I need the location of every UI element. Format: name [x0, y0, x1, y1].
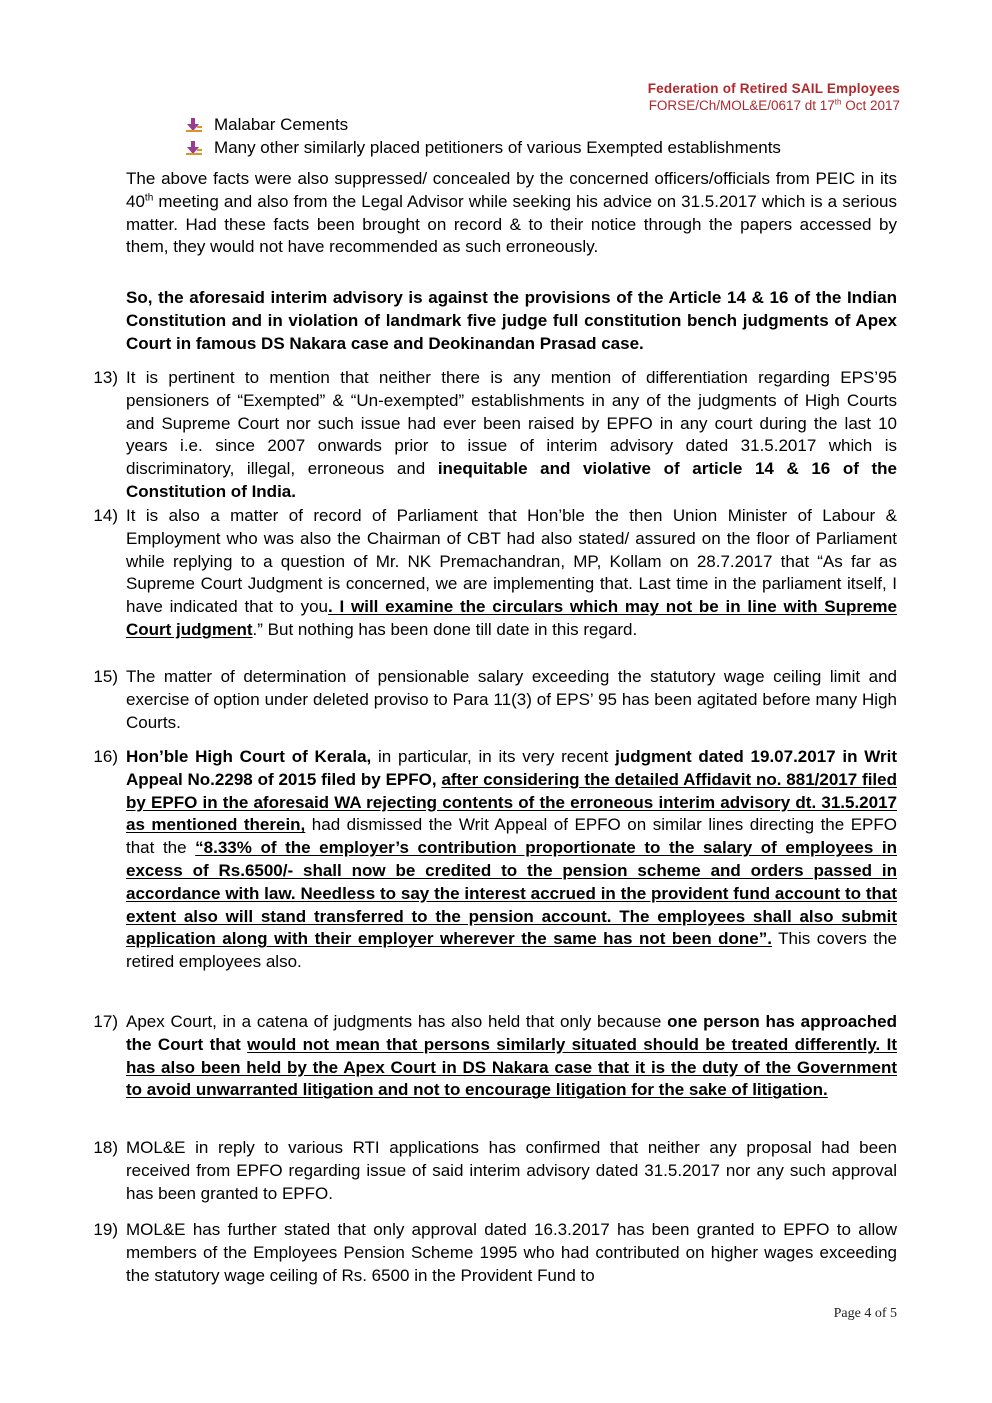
- organization-name: Federation of Retired SAIL Employees: [647, 81, 900, 96]
- down-arrow-plus-icon: [186, 117, 202, 133]
- paragraph-advisory-conclusion: So, the aforesaid interim advisory is against the provisions of the Article 14 & 16 of the Indian Constitution and in violation of landmark five judge full constitution bench judgments of Apex Court in famous DS Nakara case and Deokinandan Prasad case.: [126, 288, 897, 353]
- bullet-text: Malabar Cements: [214, 115, 349, 134]
- item-number: 15): [93, 667, 118, 686]
- paragraph-facts-suppressed: The above facts were also suppressed/ concealed by the concerned officers/officials from PEIC in its 40th meeting and also from the Legal Advisor while seeking his advice on 31.5.2017 which is a serious matter. Had these facts been brought on record & to their notice through the papers accessed by them, they would not have recommended as such erroneously.: [126, 169, 897, 257]
- bullet-text: Many other similarly placed petitioners of various Exempted establishments: [214, 137, 781, 157]
- item-number: 16): [93, 747, 118, 766]
- page-number: Page 4 of 5: [833, 1306, 897, 1321]
- list-item: [186, 137, 781, 160]
- item-17-text: Apex Court, in a catena of judgments has also held that only because one person has approached the Court that would not mean that persons similarly situated should be treated differently. It has also been held by the Apex Court in DS Nakara case that it is the duty of the Government to avoid unwarranted litigation and not to encourage litigation for the sake of litigation.: [126, 1012, 897, 1100]
- item-number: 17): [93, 1012, 118, 1031]
- item-number: 14): [93, 506, 118, 525]
- item-16-text: Hon’ble High Court of Kerala, in particular, in its very recent judgment dated 19.07.2017 in Writ Appeal No.2298 of 2015 filed by EPFO, after considering the detailed Affidavit no. 881/2017 filed by EPFO in the aforesaid WA rejecting contents of the erroneous interim advisory dt. 31.5.2017 as mentioned therein, had dismissed the Writ Appeal of EPFO on similar lines directing the EPFO that the “8.33% of the employer’s contribution proportionate to the salary of employees in excess of Rs.6500/- shall now be credited to the pension scheme and orders passed in accordance with law. Needless to say the interest accrued in the provident fund account to that extent also will stand transferred to the pension account. The employees shall also submit application along with their employer wherever the same has not been done”. This covers the retired employees also.: [126, 747, 898, 972]
- item-13-text: It is pertinent to mention that neither there is any mention of differentiation regarding EPS’95 pensioners of “Exempted” & “Un-exempted” establishments in any of the judgments of High Courts and Supreme Court nor such issue had ever been raised by EPFO in any court during the last 10 years i.e. since 2007 onwards prior to issue of interim advisory dated 31.5.2017 which is discriminatory, illegal, erroneous and inequitable and violative of article 14 & 16 of the Constitution of India.: [126, 368, 897, 501]
- bullet-list: [186, 114, 781, 159]
- item-number: 13): [93, 368, 118, 387]
- letterhead: [648, 80, 900, 114]
- item-18-text: MOL&E in reply to various RTI applications has confirmed that neither any proposal had been received from EPFO regarding issue of said interim advisory dated 31.5.2017 nor any such approval has been granted to EPFO.: [126, 1138, 897, 1203]
- reference-number: FORSE/Ch/MOL&E/0617 dt 17th Oct 2017: [648, 97, 900, 113]
- list-item: [186, 114, 781, 137]
- item-19-text: MOL&E has further stated that only approval dated 16.3.2017 has been granted to EPFO to allow members of the Employees Pension Scheme 1995 who had contributed on higher wages exceeding the statutory wage ceiling of Rs. 6500 in the Provident Fund to: [126, 1220, 897, 1285]
- item-14-text: It is also a matter of record of Parliament that Hon’ble the then Union Minister of Labour & Employment who was also the Chairman of CBT had also stated/ assured on the floor of Parliament while replying to a question of Mr. NK Premachandran, MP, Kollam on 28.7.2017 that “As far as Supreme Court Judgment is concerned, we are implementing that. Last time in the parliament itself, I have indicated that to you. I will examine the circulars which may not be in line with Supreme Court judgment.” But nothing has been done till date in this regard.: [126, 506, 897, 639]
- item-15-text: The matter of determination of pensionable salary exceeding the statutory wage ceiling limit and exercise of option under deleted proviso to Para 11(3) of EPS’ 95 has been agitated before many High Courts.: [126, 667, 897, 732]
- down-arrow-plus-icon: [186, 140, 202, 156]
- item-number: 19): [93, 1220, 118, 1239]
- item-number: 18): [93, 1138, 118, 1157]
